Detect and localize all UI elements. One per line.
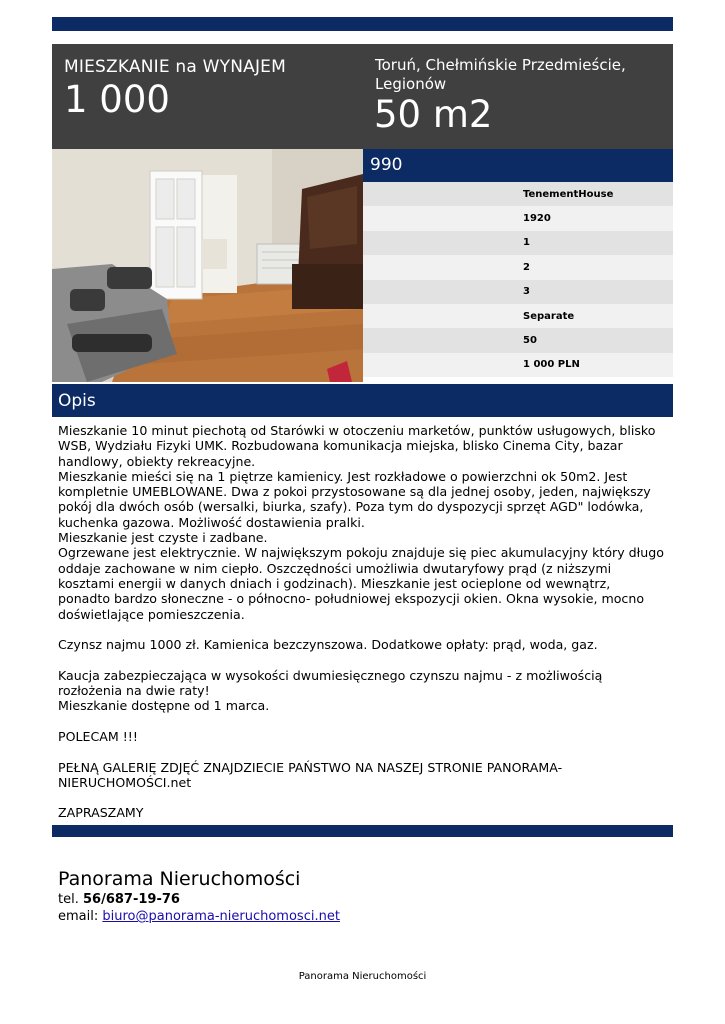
footer-accent-bar — [52, 825, 673, 837]
description-spacer — [58, 714, 666, 729]
description-line: ZAPRASZAMY — [58, 805, 144, 821]
description-line: Mieszkanie mieści się na 1 piętrze kamienicy. Jest rozkładowe o powierzchni ok 50m2. Jest kompletnie UMEBLOWANE. Dwa z pokoi przystosowane są dla jednej osoby, jeden, największy pokój dla dwóch osób (wersalki, biurka, szafy). Poza tym do dyspozycji sprzęt AGD" lodówka, kuchenka gazowa. Możliwość dostawienia pralki. — [58, 468, 651, 530]
detail-building-type: TenementHouse — [363, 182, 673, 206]
listing-price: 1 000 — [64, 78, 170, 121]
description-line: Mieszkanie dostępne od 1 marca. — [58, 698, 270, 714]
description-body — [58, 423, 666, 821]
description-spacer — [58, 622, 666, 637]
description-spacer — [58, 790, 666, 805]
detail-area: 50 — [363, 328, 673, 352]
description-line: POLECAM !!! — [58, 728, 138, 744]
detail-floor: 1 — [363, 231, 673, 255]
listing-type: MIESZKANIE na WYNAJEM — [64, 57, 286, 77]
top-accent-bar — [52, 17, 673, 31]
description-line: Czynsz najmu 1000 zł. Kamienica bezczynszowa. Dodatkowe opłaty: prąd, woda, gaz. — [58, 637, 598, 653]
details-table — [363, 182, 673, 377]
description-spacer — [58, 744, 666, 759]
agency-name: Panorama Nieruchomości — [58, 868, 301, 890]
listing-location: Toruń, Chełmińskie Przedmieście, Legionów — [375, 56, 626, 93]
description-line: Kaucja zabezpieczająca w wysokości dwumiesięcznego czynszu najmu - z możliwością rozłożenia na dwie raty! — [58, 667, 603, 699]
description-heading: Opis — [52, 384, 673, 417]
description-spacer — [58, 652, 666, 667]
detail-floors-total: 2 — [363, 255, 673, 279]
price-bar: 990 — [363, 149, 673, 182]
page-footer: Panorama Nieruchomości — [298, 971, 427, 982]
description-line: Mieszkanie 10 minut piechotą od Starówki w otoczeniu marketów, punktów usługowych, blisko WSB, Wydziału Fizyki UMK. Rozbudowana komunikacja miejska, blisko Cinema City, bazar handlowy, obiekty rekreacyjne. — [58, 423, 656, 469]
detail-rent: 1 000 PLN — [363, 353, 673, 377]
description-line: Mieszkanie jest czyste i zadbane. — [58, 530, 268, 546]
phone-label: tel. — [58, 892, 83, 907]
agency-email — [58, 908, 340, 925]
agency-contact — [58, 867, 340, 925]
agency-phone — [58, 891, 340, 908]
email-link[interactable]: biuro@panorama-nieruchomosci.net — [102, 909, 340, 924]
detail-year-built: 1920 — [363, 206, 673, 230]
detail-kitchen-type: Separate — [363, 304, 673, 328]
listing-area: 50 m2 — [374, 93, 493, 136]
phone-number[interactable]: 56/687-19-76 — [82, 892, 180, 907]
listing-header — [52, 44, 673, 149]
description-line: PEŁNĄ GALERIĘ ZDJĘĆ ZNAJDZIECIE PAŃSTWO NA NASZEJ STRONIE PANORAMA-NIERUCHOMOŚCI.net — [58, 759, 563, 790]
email-label: email: — [58, 909, 103, 924]
detail-rooms: 3 — [363, 280, 673, 304]
description-line: Ogrzewane jest elektrycznie. W największym pokoju znajduje się piec akumulacyjny który długo oddaje zachowane w nim ciepło. Oszczędności umożliwia dwutaryfowy prąd (z niższymi kosztami energii w danych dniach i godzinach). Mieszkanie jest ocieplone od wewnątrz, ponadto bardzo słoneczne - o północno- południowej ekspozycji okien. Okna wysokie, mocno doświetlające pomieszczenia. — [58, 545, 664, 622]
apartment-photo[interactable] — [52, 149, 363, 382]
